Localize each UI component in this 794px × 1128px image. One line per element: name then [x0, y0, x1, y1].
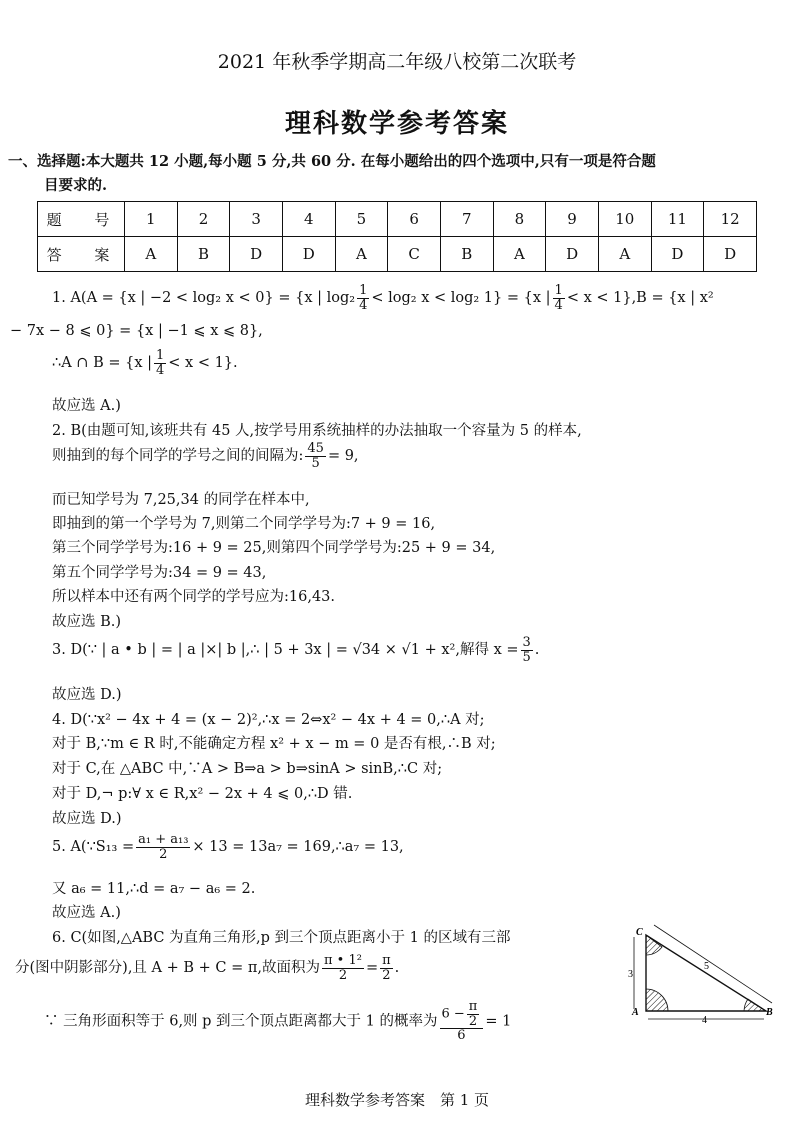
fraction-numerator: 1: [554, 283, 563, 298]
fraction: [380, 954, 393, 982]
solution-6-line-2: [15, 954, 399, 982]
solution-5-line-1: [52, 833, 404, 861]
fraction-numerator: 45: [307, 441, 324, 456]
fraction-denominator: 2: [382, 967, 391, 983]
solution-text: ∴A ∩ B = {x |: [52, 355, 152, 372]
table-cell-number: 9: [546, 202, 599, 237]
section-heading-line-2: 目要求的.: [44, 177, 108, 194]
solution-1-line-4: 故应选 A.): [52, 398, 121, 414]
fraction-denominator: 6: [457, 1028, 466, 1044]
solution-text: ∵ 三角形面积等于 6,则 p 到三个顶点距离都大于 1 的概率为: [44, 1013, 438, 1030]
solution-4-line-1: 4. D(∵x² − 4x + 4 = (x − 2)²,∴x = 2⇔x² − 4x + 4 = 0,∴A 对;: [52, 712, 485, 728]
solution-6-line-1: 6. C(如图,△ABC 为直角三角形,p 到三个顶点距离小于 1 的区域有三部: [52, 930, 511, 946]
fraction-numerator: π • 1²: [324, 953, 362, 968]
table-row-numbers: [38, 202, 757, 237]
table-cell-answer: D: [282, 237, 335, 272]
solution-text: .: [394, 960, 400, 977]
table-cell-number: 5: [335, 202, 388, 237]
fraction-numerator: 1: [359, 283, 368, 298]
solution-text: =: [365, 960, 379, 977]
solution-text: 3. D(∵ | a • b | = | a |×| b |,∴ | 5 + 3x | = √34 × √1 + x²,解得 x =: [52, 642, 519, 659]
vertex-label-a: A: [632, 1007, 639, 1018]
solution-text: = 9,: [327, 448, 359, 465]
table-cell-number: 12: [704, 202, 757, 237]
solution-text: .: [534, 642, 540, 659]
table-cell-number: 2: [177, 202, 230, 237]
table-cell-number: 6: [388, 202, 441, 237]
fraction-denominator: 2: [468, 1013, 478, 1029]
fraction-numerator: 3: [522, 635, 531, 650]
fraction-denominator: 5: [522, 649, 531, 665]
solution-5-line-2: 又 a₆ = 11,∴d = a₇ − a₆ = 2.: [52, 881, 256, 897]
solution-text: × 13 = 13a₇ = 169,∴a₇ = 13,: [192, 839, 404, 856]
fraction-denominator: 2: [159, 846, 168, 862]
exam-title: 2021 年秋季学期高二年级八校第二次联考: [217, 51, 577, 73]
table-cell-answer: C: [388, 237, 441, 272]
fraction-denominator: 4: [554, 297, 563, 313]
solution-text: < x < 1},B = {x | x²: [566, 290, 714, 307]
fraction-numerator: π: [382, 953, 391, 968]
solution-4-line-3: 对于 C,在 △ABC 中,∵A > B⇒a > b⇒sinA > sinB,∴C 对;: [52, 761, 443, 777]
side-length-bc: 5: [704, 961, 709, 972]
fraction: [553, 284, 565, 312]
vertex-label-c: C: [636, 927, 643, 938]
nested-fraction: [467, 1000, 480, 1028]
solution-text: < x < 1}.: [168, 355, 238, 372]
solution-text: 则抽到的每个同学的学号之间的间隔为:: [52, 448, 304, 465]
fraction: [521, 636, 533, 664]
table-cell-answer: A: [335, 237, 388, 272]
solution-2-line-5: 第三个同学学号为:16 + 9 = 25,则第四个同学学号为:25 + 9 = 34,: [52, 540, 496, 556]
solution-text: < log₂ x < log₂ 1} = {x |: [371, 290, 551, 307]
solution-4-line-4: 对于 D,¬ p:∀ x ∈ R,x² − 2x + 4 ⩽ 0,∴D 错.: [52, 786, 353, 802]
dimension-line-bc: [654, 925, 772, 1003]
fraction: [154, 349, 166, 377]
table-cell-answer: A: [125, 237, 178, 272]
solution-2-line-7: 所以样本中还有两个同学的学号应为:16,43.: [52, 589, 336, 605]
table-cell-number: 8: [493, 202, 546, 237]
document-title: 理科数学参考答案: [284, 109, 509, 139]
vertex-label-b: B: [766, 1007, 773, 1018]
solution-2-line-1: 2. B(由题可知,该班共有 45 人,按学号用系统抽样的办法抽取一个容量为 5 的样本,: [52, 423, 582, 439]
table-cell-number: 11: [651, 202, 704, 237]
side-length-ab: 4: [702, 1015, 707, 1023]
section-heading: [8, 150, 783, 198]
fraction: [322, 954, 364, 982]
solution-text: 分(图中阴影部分),且 A + B + C = π,故面积为: [15, 960, 320, 977]
table-cell-number: 1: [125, 202, 178, 237]
solution-2-line-3: 而已知学号为 7,25,34 的同学在样本中,: [52, 492, 310, 508]
solution-text: = 1: [485, 1013, 512, 1030]
table-cell-answer: D: [230, 237, 283, 272]
row-label-number: 题 号: [38, 202, 125, 237]
fraction-numerator: 1: [156, 348, 165, 363]
fraction: [357, 284, 369, 312]
solution-3-line-1: [52, 636, 539, 664]
table-cell-number: 7: [440, 202, 493, 237]
side-length-ac: 3: [628, 969, 633, 980]
table-cell-answer: B: [440, 237, 493, 272]
table-cell-answer: D: [704, 237, 757, 272]
shaded-sector-a: [646, 989, 668, 1011]
solution-4-line-2: 对于 B,∵m ∈ R 时,不能确定方程 x² + x − m = 0 是否有根,∴B 对;: [52, 736, 496, 752]
solution-3-line-2: 故应选 D.): [52, 687, 122, 703]
row-label-answer: 答 案: [38, 237, 125, 272]
fraction-denominator: 4: [359, 297, 368, 313]
solution-6-line-3: [44, 1000, 511, 1043]
answer-table: [37, 201, 757, 272]
solution-1-line-2: − 7x − 8 ⩽ 0} = {x | −1 ⩽ x ⩽ 8},: [10, 323, 263, 339]
fraction-denominator: 4: [156, 362, 165, 378]
table-cell-number: 4: [282, 202, 335, 237]
table-cell-number: 3: [230, 202, 283, 237]
table-cell-number: 10: [598, 202, 651, 237]
solution-text: 5. A(∵S₁₃ =: [52, 839, 135, 856]
solution-2-line-6: 第五个同学学号为:34 = 9 = 43,: [52, 565, 267, 581]
table-cell-answer: B: [177, 237, 230, 272]
table-cell-answer: A: [598, 237, 651, 272]
table-cell-answer: A: [493, 237, 546, 272]
solution-5-line-3: 故应选 A.): [52, 905, 121, 921]
solution-4-line-5: 故应选 D.): [52, 811, 122, 827]
table-cell-answer: D: [651, 237, 704, 272]
shaded-sector-c: [646, 935, 662, 955]
page-footer: 理科数学参考答案 第 1 页: [304, 1091, 490, 1109]
fraction: [305, 442, 326, 470]
solution-1-line-1: [52, 284, 714, 312]
right-triangle-figure: [626, 923, 778, 1023]
solution-1-line-3: [52, 349, 238, 377]
solution-2-line-8: 故应选 B.): [52, 614, 122, 630]
fraction-denominator: 5: [311, 455, 320, 471]
fraction: [440, 1000, 484, 1043]
section-heading-line-1: 一、选择题:本大题共 12 小题,每小题 5 分,共 60 分. 在每小题给出的四个选项中,只有一项是符合题: [8, 153, 656, 170]
solution-text: 1. A(A = {x | −2 < log₂ x < 0} = {x | log₂: [52, 290, 356, 307]
fraction-numerator: π: [468, 999, 478, 1014]
table-cell-answer: D: [546, 237, 599, 272]
solution-2-line-2: [52, 442, 359, 470]
fraction-numerator-text: 6 −: [441, 1006, 465, 1022]
fraction-denominator: 2: [338, 967, 348, 983]
fraction-numerator: [440, 1000, 484, 1029]
solution-2-line-4: 即抽到的第一个学号为 7,则第二个同学学号为:7 + 9 = 16,: [52, 516, 436, 532]
fraction-numerator: a₁ + a₁₃: [138, 832, 189, 847]
fraction: [136, 833, 190, 861]
table-row-answers: [38, 237, 757, 272]
